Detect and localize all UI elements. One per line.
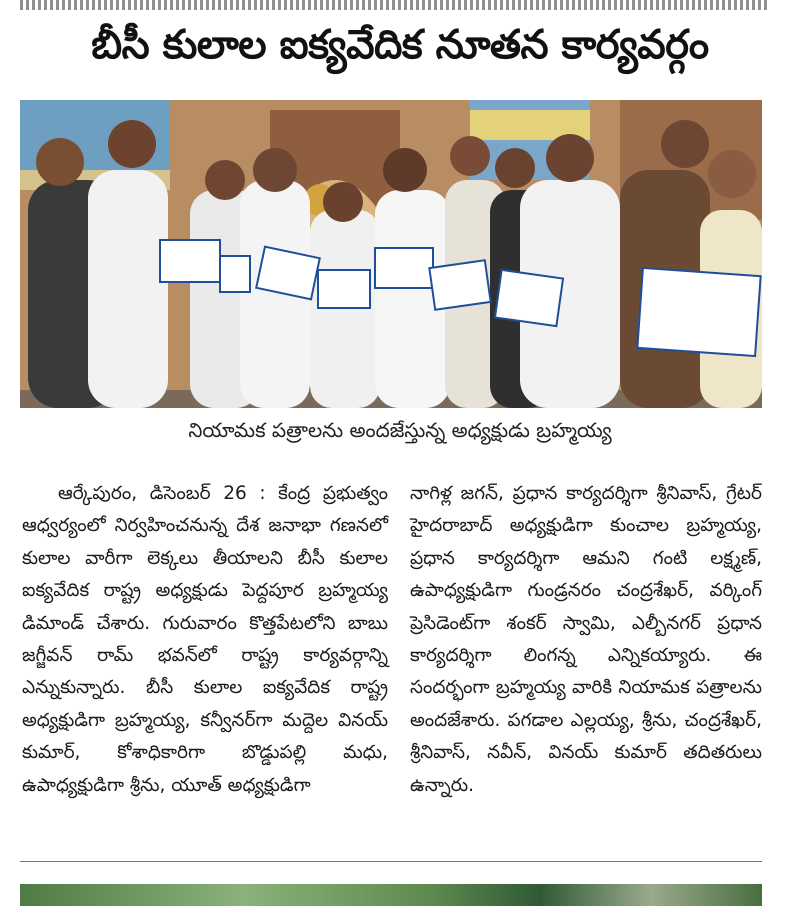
previous-article-fragment xyxy=(20,0,770,16)
next-article-photo-fragment xyxy=(20,884,762,906)
article-column-left: ఆర్కేపురం, డిసెంబర్ 26 : కేంద్ర ప్రభుత్వం ఆధ్వర్యంలో నిర్వహించనున్న దేశ జనాభా గణనలో కులాల వారీగా లెక్కలు తీయాలని బీసీ కులాల ఐక్యవేదిక రాష్ట్ర అధ్యక్షుడు పెద్దపూర బ్రహ్మయ్య డిమాండ్ చేశారు. గురువారం కొత్తపేటలోని బాబు జగ్జీవన్ రామ్ భవన్‌లో రాష్ట్ర కార్యవర్గాన్ని ఎన్నుకున్నారు. బీసీ కులాల ఐక్యవేదిక రాష్ట్ర అధ్యక్షుడిగా బ్రహ్మయ్య, కన్వీనర్‌గా మద్దెల వినయ్ కుమార్, కోశాధికారిగా బొడ్డుపల్లి మధు, ఉపాధ్యక్షుడిగా శ్రీను, యూత్ అధ్యక్షుడిగా xyxy=(22,483,388,796)
group-photo-illustration xyxy=(20,100,762,408)
news-photo xyxy=(20,100,762,408)
photo-caption: నియామక పత్రాలను అందజేస్తున్న అధ్యక్షుడు బ్రహ్మయ్య xyxy=(188,418,612,442)
section-divider xyxy=(20,861,762,862)
headline: బీసీ కులాల ఐక్యవేదిక నూతన కార్యవర్గం xyxy=(91,22,709,68)
article-column-right: నాగిళ్ల జగన్, ప్రధాన కార్యదర్శిగా శ్రీనివాస్, గ్రేటర్ హైదరాబాద్ అధ్యక్షుడిగా కుంచాల బ్రహ్మయ్య, ప్రధాన కార్యదర్శిగా ఆమని గంటి లక్ష్మణ్, ఉపాధ్యక్షుడిగా గుండ్రనరం చంద్రశేఖర్, వర్కింగ్ ప్రెసిడెంట్‌గా శంకర్ స్వామి, ఎల్బీనగర్ ప్రధాన కార్యదర్శిగా లింగన్న ఎన్నికయ్యారు. ఈ సందర్భంగా బ్రహ్మయ్య వారికి నియామక పత్రాలను అందజేశారు. పగడాల ఎల్లయ్య, శ్రీను, చంద్రశేఖర్, శ్రీనివాస్, నవీన్, వినయ్ కుమార్ తదితరులు ఉన్నారు. xyxy=(410,483,762,796)
